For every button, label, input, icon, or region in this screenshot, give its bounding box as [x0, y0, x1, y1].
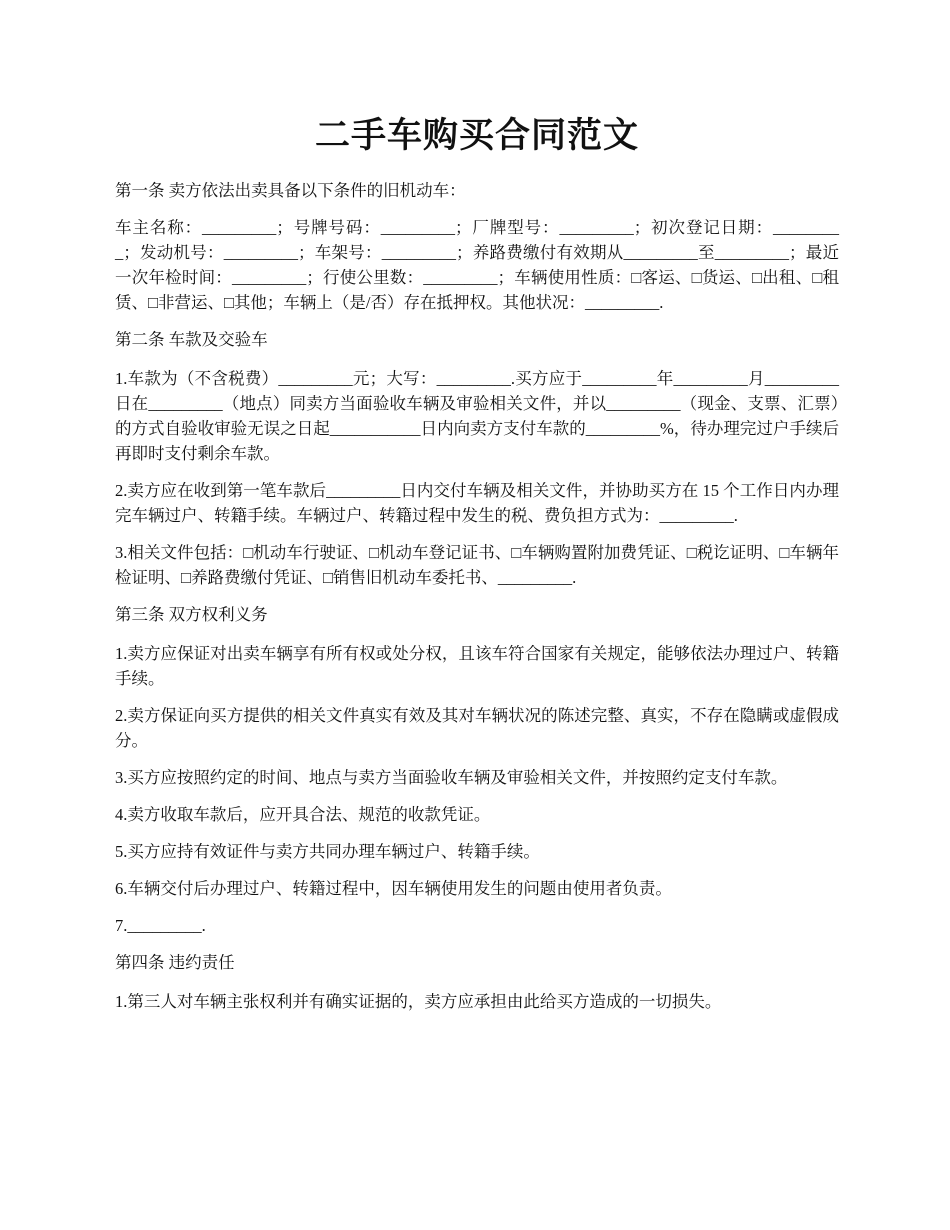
article-3-clause-1: 1.卖方应保证对出卖车辆享有所有权或处分权，且该车符合国家有关规定，能够依法办理过户、转籍手续。	[115, 644, 839, 688]
article-3-clause-7: 7._________.	[115, 916, 206, 935]
article-4-heading: 第四条 违约责任	[115, 953, 235, 972]
article-2-clause-1: 1.车款为（不含税费）_________元；大写：_________.买方应于_________年_________月_________日在_________（地点）同卖方当面验收车辆及审验相关文件，并以_________（现金、支票、汇票）的方式自验收审验无误之日起___________日内向卖方支付车款的_________%，待办理完过户手续后再即时支付剩余车款。	[115, 369, 839, 463]
article-3-clause-4: 4.卖方收取车款后，应开具合法、规范的收款凭证。	[115, 805, 491, 824]
article-2-clause-3: 3.相关文件包括：□机动车行驶证、□机动车登记证书、□车辆购置附加费凭证、□税讫证明、□车辆年检证明、□养路费缴付凭证、□销售旧机动车委托书、_________.	[115, 543, 839, 587]
article-3-clause-5: 5.买方应持有效证件与卖方共同办理车辆过户、转籍手续。	[115, 842, 540, 861]
article-3-clause-3: 3.买方应按照约定的时间、地点与卖方当面验收车辆及审验相关文件，并按照约定支付车款。	[115, 768, 788, 787]
article-4-clause-1: 1.第三人对车辆主张权利并有确实证据的，卖方应承担由此给买方造成的一切损失。	[115, 992, 722, 1011]
article-2-clause-2: 2.卖方应在收到第一笔车款后_________日内交付车辆及相关文件，并协助买方在 15 个工作日内办理完车辆过户、转籍手续。车辆过户、转籍过程中发生的税、费负担方式为：_________.	[115, 481, 839, 525]
article-3-clause-2: 2.卖方保证向买方提供的相关文件真实有效及其对车辆状况的陈述完整、真实，不存在隐瞒或虚假成分。	[115, 706, 839, 750]
article-1-heading: 第一条 卖方依法出卖具备以下条件的旧机动车：	[115, 181, 466, 200]
article-3-clause-6: 6.车辆交付后办理过户、转籍过程中，因车辆使用发生的问题由使用者负责。	[115, 879, 672, 898]
document-page	[115, 108, 839, 1026]
article-3-heading: 第三条 双方权利义务	[115, 605, 268, 624]
article-2-heading: 第二条 车款及交验车	[115, 330, 268, 349]
document-title: 二手车购买合同范文	[314, 116, 639, 155]
article-1-vehicle-details: 车主名称：_________；号牌号码：_________；厂牌型号：_________；初次登记日期：_________；发动机号：_________；车架号：_________；养路费缴付有效期从_________至_________；最近一次年检时间：_________；行使公里数：_________；车辆使用性质：□客运、□货运、□出租、□租赁、□非营运、□其他；车辆上（是/否）存在抵押权。其他状况：_________.	[115, 218, 840, 312]
